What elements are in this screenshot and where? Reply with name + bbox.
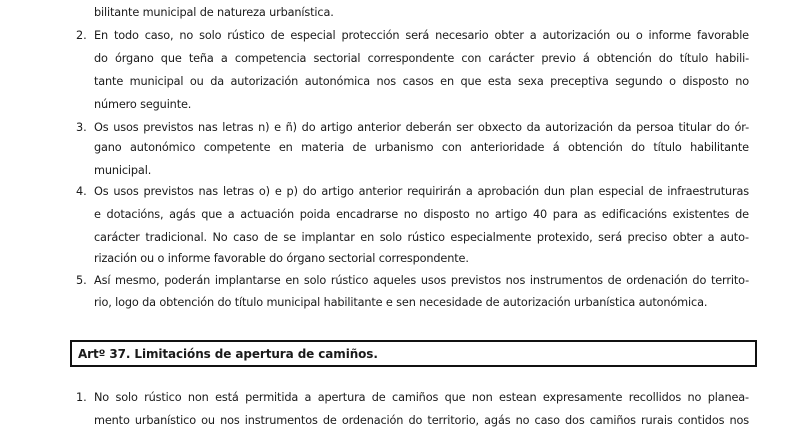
text-line: tante municipal ou da autorización autonómica nos casos en que esta sexa preceptiva segundo o disposto no <box>94 75 749 88</box>
text-line: mento urbanístico ou nos instrumentos de ordenación do territorio, agás no caso dos camiños rurais contidos nos <box>94 414 749 427</box>
text-line: municipal. <box>94 164 152 177</box>
text-line: En todo caso, no solo rústico de especial protección será necesario obter a autorización ou o informe favorable <box>94 29 749 42</box>
text-line: carácter tradicional. No caso de se implantar en solo rústico especialmente protexido, será preciso obter a auto- <box>94 231 749 244</box>
text-line: rización ou o informe favorable do órgano sectorial correspondente. <box>94 252 469 265</box>
text-line: e dotacións, agás que a actuación poida encadrarse no disposto no artigo 40 para as edificacións existentes de <box>94 208 749 221</box>
list-number: 2. <box>76 29 87 42</box>
list-number: 4. <box>76 185 87 198</box>
list-number: 5. <box>76 274 87 287</box>
text-line: rio, logo da obtención do título municipal habilitante e sen necesidade de autorización urbanística autonómica. <box>94 296 708 309</box>
article-heading-box <box>70 340 757 367</box>
text-line: Os usos previstos nas letras o) e p) do artigo anterior requirirán a aprobación dun plan especial de infraestruturas <box>94 185 749 198</box>
text-line: bilitante municipal de natureza urbanística. <box>94 6 334 19</box>
text-line: gano autonómico competente en materia de urbanismo con anterioridade á obtención do título habilitante <box>94 141 749 154</box>
list-number: 3. <box>76 121 87 134</box>
text-line: Os usos previstos nas letras n) e ñ) do artigo anterior deberán ser obxecto da autorización da persoa titular do ór- <box>94 121 749 134</box>
text-line: No solo rústico non está permitida a apertura de camiños que non estean expresamente recollidos no planea- <box>94 391 749 404</box>
text-line: Así mesmo, poderán implantarse en solo rústico aqueles usos previstos nos instrumentos de ordenación do territo- <box>94 274 749 287</box>
article-heading: Artº 37. Limitacións de apertura de camiños. <box>78 347 378 361</box>
text-line: do órgano que teña a competencia sectorial correspondente con carácter previo á obtención do título habili- <box>94 52 749 65</box>
list-number: 1. <box>76 391 87 404</box>
text-line: número seguinte. <box>94 98 192 111</box>
